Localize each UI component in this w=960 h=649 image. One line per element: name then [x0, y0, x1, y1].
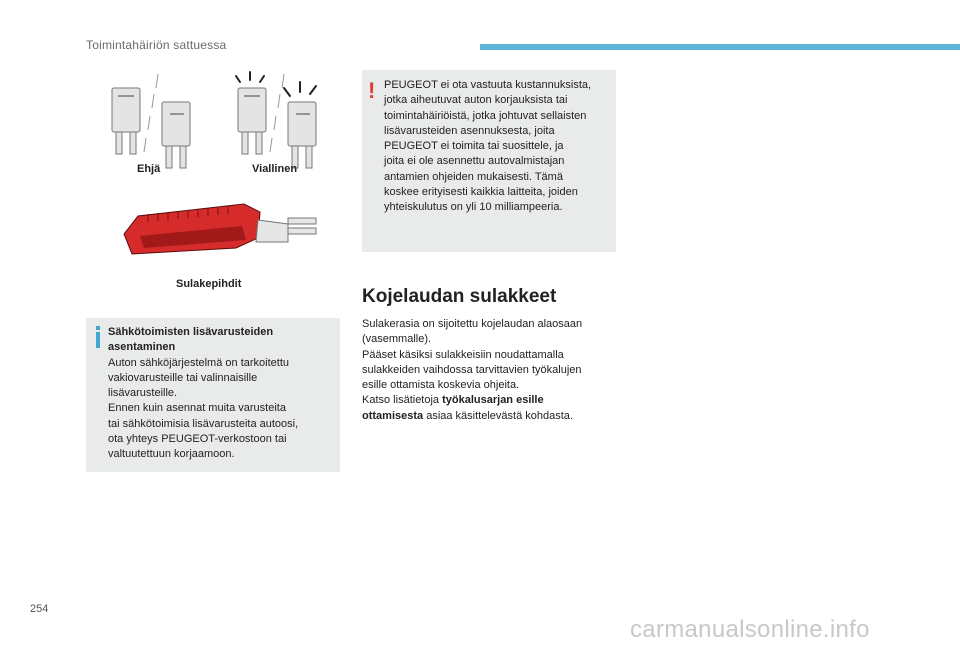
info-box-text: [108, 325, 334, 463]
info-box-line: lisävarusteille.: [108, 387, 178, 400]
warning-line: antamien ohjeiden mukaisesti. Tämä: [384, 170, 563, 183]
section-heading: Kojelaudan sulakkeet: [362, 286, 557, 307]
section-line: esille ottamista koskevia ohjeita.: [362, 379, 520, 392]
info-box-title-line: Sähkötoimisten lisävarusteiden: [108, 326, 274, 338]
page-number: 254: [30, 603, 49, 615]
section-body: [362, 317, 616, 424]
section-line: (vasemmalle).: [362, 333, 432, 346]
fuse-ok-caption: Ehjä: [137, 163, 161, 175]
info-box-line: ota yhteys PEUGEOT-verkostoon tai: [108, 433, 287, 446]
fuse-pliers-illustration: [118, 196, 328, 266]
section-line: Sulakerasia on sijoitettu kojelaudan alaosaan: [362, 318, 583, 330]
info-box-line: Ennen kuin asennat muita varusteita: [108, 402, 286, 415]
info-box-line: Auton sähköjärjestelmä on tarkoitettu: [108, 356, 289, 369]
warning-line: PEUGEOT ei toimita tai suosittele, ja: [384, 140, 564, 153]
watermark: carmanualsonline.info: [630, 616, 870, 643]
warning-line: PEUGEOT ei ota vastuuta kustannuksista,: [384, 79, 592, 91]
info-box-line: vakiovarusteille tai valinnaisille: [108, 371, 258, 384]
section-reference-line: [362, 409, 616, 424]
info-box-line: tai sähkötoimisia lisävarusteita autoosi,: [108, 417, 299, 430]
warning-line: koskee erityisesti kaikkia laitteita, joiden: [384, 186, 578, 199]
page-header-title: Toimintahäiriön sattuessa: [86, 38, 227, 52]
info-box-line: valtuutettuun korjaamoon.: [108, 448, 235, 461]
warning-box-text: [384, 78, 612, 216]
warning-line: joita ei ole asennettu autovalmistajan: [384, 155, 565, 168]
info-icon: [96, 326, 100, 348]
info-box-title-line: asentaminen: [108, 341, 176, 354]
header-accent-bar: [480, 44, 960, 50]
warning-icon: !: [368, 78, 376, 103]
section-line: Pääset käsiksi sulakkeisiin noudattamalla: [362, 348, 564, 361]
warning-line: jotka aiheutuvat auton korjauksista tai: [384, 94, 568, 107]
warning-line: yhteiskulutus on yli 10 milliampeeria.: [384, 201, 563, 214]
warning-line: toimintahäiriöistä, jotka johtuvat sellaisten: [384, 109, 587, 122]
section-line: sulakkeiden vaihdossa tarvittavien työkalujen: [362, 363, 582, 376]
fuse-pliers-caption: Sulakepihdit: [176, 278, 242, 290]
reference-link-text: työkalusarjan esille: [442, 394, 544, 407]
fuse-broken-caption: Viallinen: [252, 163, 298, 175]
reference-prefix: Katso lisätietoja: [362, 394, 443, 407]
section-reference-line: [362, 393, 616, 408]
reference-suffix: asiaa käsittelevästä kohdasta.: [423, 409, 573, 422]
reference-link-text: ottamisesta: [362, 409, 424, 422]
warning-line: lisävarusteiden asennuksesta, joita: [384, 124, 555, 137]
